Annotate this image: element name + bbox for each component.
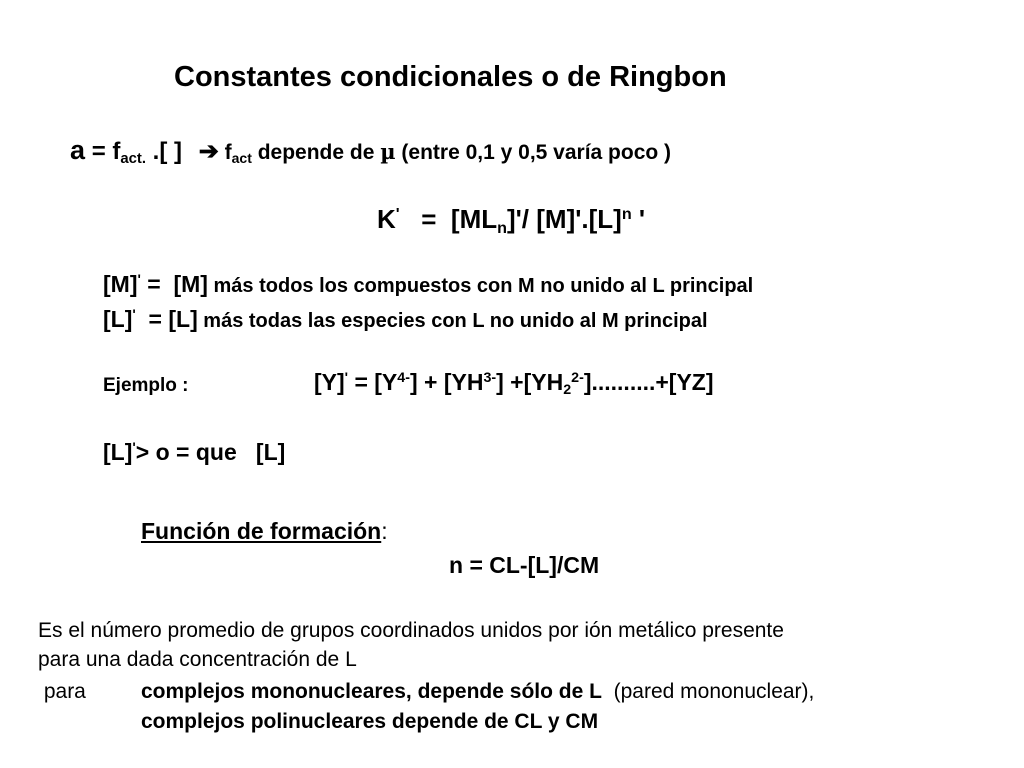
yh2-superscript: 2- (571, 370, 584, 387)
l-comparison (103, 441, 285, 464)
act-subscript-2: act (231, 150, 252, 167)
alpha-equation-line (70, 135, 672, 168)
yh2-term: ] +[YH (496, 369, 564, 395)
explanation-poly-line: complejos polinucleares depende de CL y CM (141, 710, 599, 733)
k-eq: = [ML (399, 204, 498, 234)
yh-term: ] + [YH (409, 369, 484, 395)
act-subscript: act. (120, 151, 147, 168)
depende-text: depende de (251, 141, 381, 164)
l-description: más todas las especies con L no unido al M principal (197, 310, 708, 332)
explanation-line-2: para una dada concentración de L (38, 648, 357, 671)
ejemplo-rest: ]..........+[YZ] (583, 369, 714, 395)
k-symbol: K (377, 204, 396, 234)
m-eq: = [M] (140, 271, 208, 297)
l-prime: ' (132, 307, 136, 324)
m-description: más todos los compuestos con M no unido al L principal (207, 275, 754, 297)
l-definition (103, 308, 708, 331)
explanation-mono-line (141, 681, 814, 702)
k-rest: ]'/ [M]'.[L] (506, 204, 622, 234)
k-prime: ' (395, 205, 400, 224)
m-definition (103, 273, 753, 296)
y-symbol: [Y] (314, 369, 345, 395)
l-eq: = [L] (135, 306, 198, 332)
k-end: ' (631, 204, 646, 234)
mono-paren-text: (pared mononuclear), (601, 680, 815, 703)
funcion-heading (141, 520, 388, 543)
ejemplo-label: Ejemplo : (103, 375, 189, 396)
l-compare-prime: ' (132, 440, 136, 457)
yh3-superscript: 3- (483, 370, 497, 387)
y4-superscript: 4- (397, 370, 410, 387)
funcion-colon: : (381, 518, 388, 544)
f-symbol: f (218, 141, 232, 164)
yh2-subscript: 2 (563, 382, 572, 399)
explanation-para: para (38, 680, 86, 703)
n-superscript: n (621, 205, 632, 224)
l-compare-symbol: [L] (103, 439, 133, 465)
mu-symbol: µ (380, 139, 396, 164)
y-prime: ' (344, 370, 349, 387)
k-formula (377, 204, 646, 237)
alpha-symbol: a (70, 135, 86, 165)
ejemplo-formula (314, 369, 714, 399)
bracket: .[ ] (146, 138, 183, 165)
funcion-formula: n = CL-[L]/CM (449, 552, 600, 578)
l-compare-rest: > o = que [L] (135, 439, 286, 465)
range-text: (entre 0,1 y 0,5 varía poco ) (395, 141, 672, 164)
alpha-eq: = f (85, 138, 121, 165)
m-prime: ' (137, 272, 141, 289)
explanation-line-1: Es el número promedio de grupos coordinados unidos por ión metálico presente (38, 619, 784, 642)
m-symbol: [M] (103, 271, 138, 297)
l-symbol: [L] (103, 306, 133, 332)
page-title: Constantes condicionales o de Ringbon (174, 61, 727, 93)
arrow-right-icon: ➔ (198, 138, 219, 165)
funcion-label: Función de formación (141, 518, 382, 544)
n-subscript: n (497, 218, 507, 237)
y-eq: = [Y (348, 369, 398, 395)
mono-bold-text: complejos mononucleares, depende sólo de L (141, 680, 602, 703)
